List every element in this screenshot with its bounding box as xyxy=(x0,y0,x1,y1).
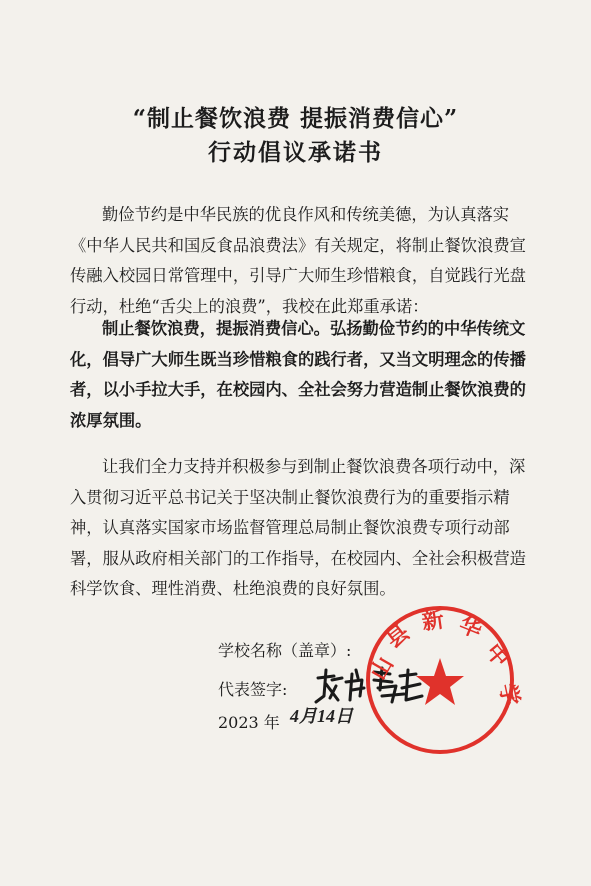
paragraph-line: 化，倡导广大师生既当珍惜粮食的践行者，又当文明理念的传播 xyxy=(70,349,526,369)
school-name-label: 学校名称（盖章）: xyxy=(218,641,352,660)
svg-text:华: 华 xyxy=(455,611,486,644)
school-seal xyxy=(360,600,524,760)
date-row xyxy=(218,710,280,733)
paragraph-3 xyxy=(70,452,556,605)
svg-text:中: 中 xyxy=(480,638,515,673)
paragraph-line: 制止餐饮浪费，提振消费信心。弘扬勤俭节约的中华传统文 xyxy=(102,319,526,338)
paragraph-line: 传融入校园日常管理中，引导广大师生珍惜粮食，自觉践行光盘 xyxy=(70,266,526,285)
paragraph-2 xyxy=(70,314,556,436)
svg-text:学: 学 xyxy=(493,681,524,709)
paragraph-line: 行动，杜绝“舌尖上的浪费”，我校在此郑重承诺： xyxy=(70,296,429,316)
document-title-line1: “制止餐饮浪费 提振消费信心” xyxy=(132,105,459,132)
paragraph-line: 神，认真落实国家市场监督管理总局制止餐饮浪费专项行动部 xyxy=(70,518,510,537)
paragraph-line: 让我们全力支持并积极参与到制止餐饮浪费各项行动中，深 xyxy=(102,457,526,476)
paragraph-1 xyxy=(70,200,556,322)
document-title-line2: 行动倡议承诺书 xyxy=(208,139,383,166)
svg-text:新: 新 xyxy=(420,606,446,636)
svg-text:山: 山 xyxy=(365,652,399,685)
handwritten-date-text: 4月14日 xyxy=(290,706,353,726)
paragraph-line: 者，以小手拉大手，在校园内、全社会努力营造制止餐饮浪费的 xyxy=(70,380,526,399)
representative-label: 代表签字: xyxy=(218,680,288,699)
paragraph-line: 勤俭节约是中华民族的优良作风和传统美德，为认真落实 xyxy=(102,205,510,224)
paragraph-line: 入贯彻习近平总书记关于坚决制止餐饮浪费行为的重要指示精 xyxy=(70,487,510,507)
paragraph-line: 科学饮食、理性消费、杜绝浪费的良好氛围。 xyxy=(70,579,396,598)
svg-text:县: 县 xyxy=(381,619,415,654)
paragraph-line: 浓厚氛围。 xyxy=(70,410,152,430)
paragraph-line: 署，服从政府相关部门的工作指导，在校园内、全社会积极营造 xyxy=(70,548,526,568)
date-printed: 2023 年 xyxy=(218,713,280,732)
paragraph-line: 《中华人民共和国反食品浪费法》有关规定，将制止餐饮浪费宣 xyxy=(70,235,526,255)
